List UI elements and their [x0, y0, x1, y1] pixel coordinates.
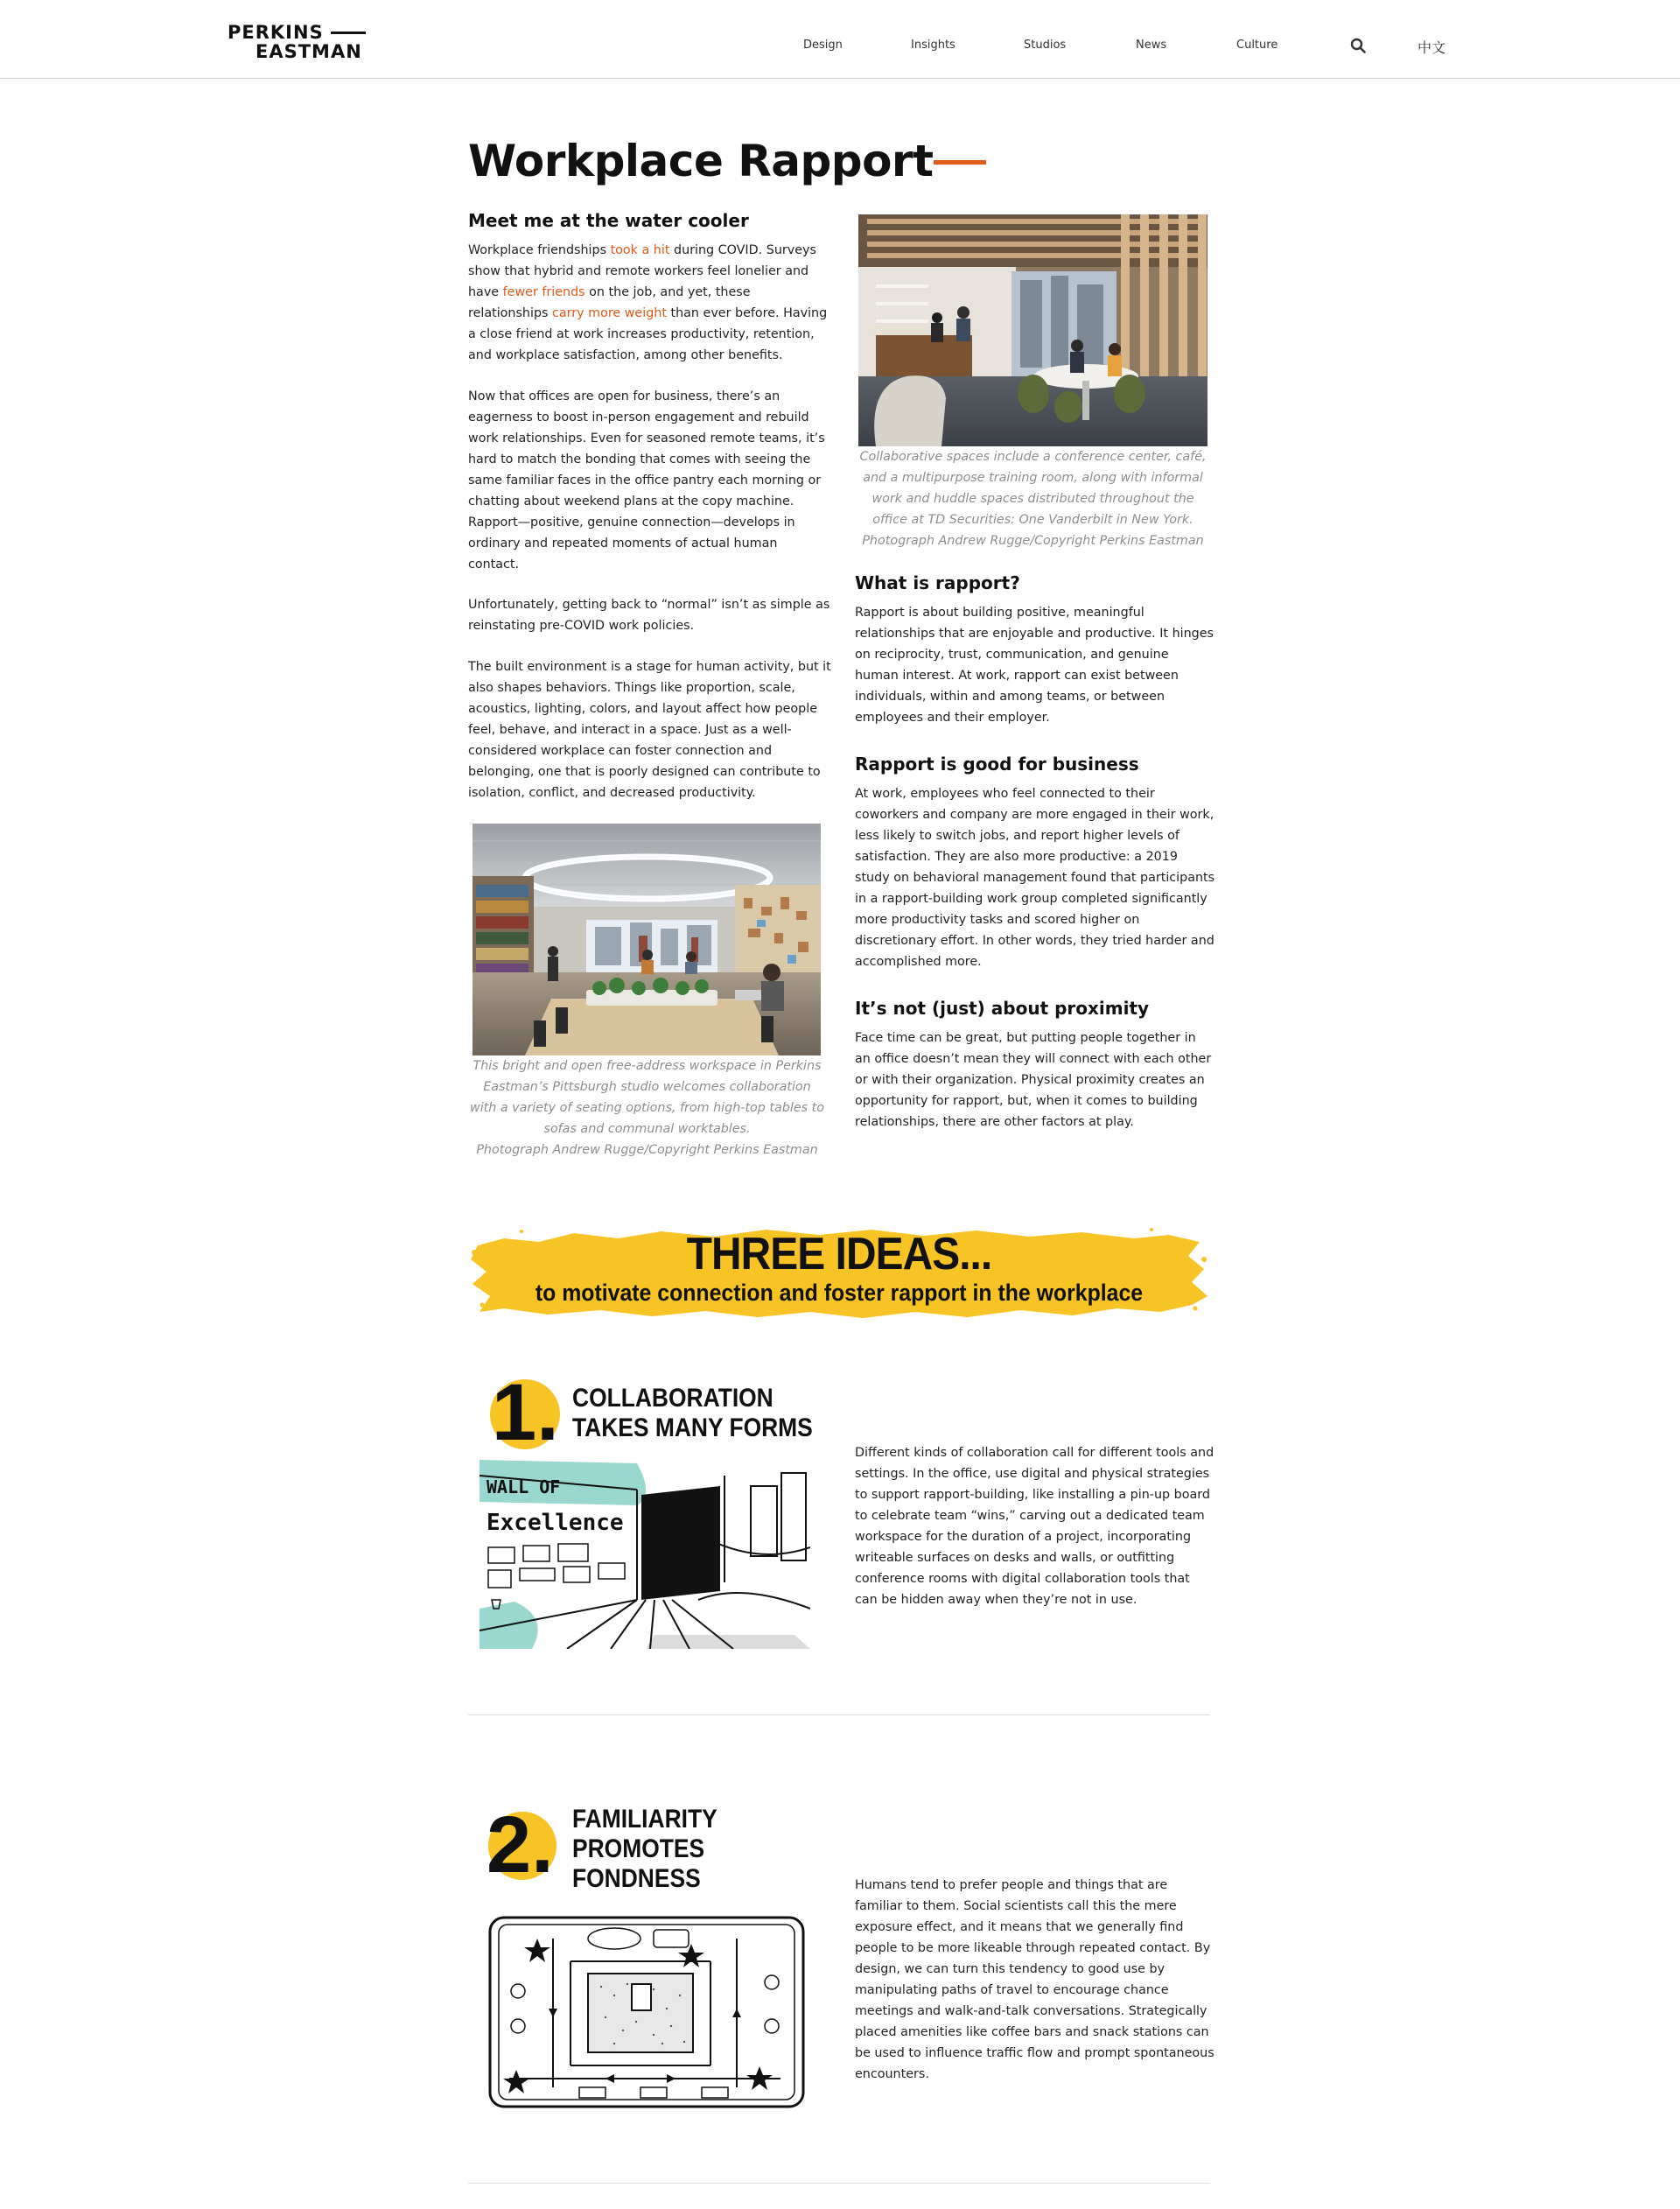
caption-line: office at TD Securities: One Vanderbilt in New York.	[872, 513, 1194, 527]
idea-2-title-line-1: FAMILIARITY	[572, 1805, 718, 1834]
nav-culture[interactable]: Culture	[1236, 39, 1278, 52]
sketch-wall-of-text: WALL OF	[486, 1476, 561, 1497]
idea-2-floorplan-sketch	[483, 1912, 810, 2112]
nav-design[interactable]: Design	[803, 39, 843, 52]
caption-line: and a multipurpose training room, along with informal	[863, 471, 1203, 485]
site-header	[0, 0, 1680, 79]
photo-td-securities	[858, 214, 1208, 446]
page-title: Workplace Rapport	[468, 136, 934, 186]
idea-1-title-line-1: COLLABORATION	[572, 1384, 774, 1413]
idea-1-paragraph: Different kinds of collaboration call for different tools and settings. In the office, use digital and physical strategies to support rapport-building, like installing a pin-up board to celebrate team “wins,” carving out a dedicated team workspace for the duration of a project, incorporating writeable surfaces on desks and walls, or outfitting conference rooms with digital collaboration tools that can be hidden away when they’re not in use.	[855, 1446, 1214, 1607]
perkins-eastman-logo[interactable]	[228, 23, 376, 61]
caption-line: Photograph Andrew Rugge/Copyright Perkins Eastman	[476, 1143, 818, 1157]
logo-line-2: EASTMAN	[256, 41, 362, 62]
idea-2-title-line-3: FONDNESS	[572, 1864, 701, 1893]
link-fewer-friends[interactable]: fewer friends	[502, 285, 585, 299]
caption-line: This bright and open free-address workspace in Perkins	[472, 1059, 822, 1073]
idea-2-paragraph: Humans tend to prefer people and things that are familiar to them. Social scientists call this the mere exposure effect, and it means that we generally find people to be more likeable through repeated contact. By design, we can turn this tendency to good use by manipulating paths of travel to encourage chance meetings and walk-and-talk conversations. Strategically placed amenities like coffee bars and snack stations can be used to influence traffic flow and prompt spontaneous encounters.	[855, 1878, 1214, 2081]
paragraph-not-about-proximity: Face time can be great, but putting people together in an office doesn’t mean they will connect with each other or with their organization. Physical proximity creates an opportunity for rapport, but, when it comes to building relationships, there are other factors at play.	[855, 1031, 1212, 1129]
section-divider	[468, 2183, 1210, 2184]
logo-dash	[331, 32, 366, 34]
caption-line: work and huddle spaces distributed throughout the	[872, 492, 1194, 506]
heading-rapport-good-for-business: Rapport is good for business	[855, 754, 1139, 775]
nav-news[interactable]: News	[1136, 39, 1167, 52]
heading-water-cooler: Meet me at the water cooler	[468, 210, 749, 231]
idea-2-number: 2.	[486, 1800, 554, 1890]
nav-studios[interactable]: Studios	[1024, 39, 1067, 52]
photo-pittsburgh-caption	[470, 1055, 824, 1161]
idea-1-number: 1.	[492, 1368, 559, 1457]
paragraph-2: Now that offices are open for business, there’s an eagerness to boost in-person engagement and rebuild work relationships. Even for seasoned remote teams, it’s hard to match the bonding that comes with seeing the same familiar faces in the office pantry each morning or chatting about weekend plans at the copy machine. Rapport—positive, genuine connection—develops in ordinary and repeated moments of actual human contact.	[468, 389, 825, 572]
heading-what-is-rapport: What is rapport?	[855, 572, 1020, 593]
paragraph-rapport-good-for-business: At work, employees who feel connected to their coworkers and company are more engaged in their work, less likely to switch jobs, and report higher levels of satisfaction. They are also more productive: a 2019 study on behavioral management found that participants in a rapport-building work group completed significantly more productivity tasks and scored higher on discretionary effort. In other words, they tried harder and accomplished more.	[855, 787, 1215, 969]
caption-line: Photograph Andrew Rugge/Copyright Perkins Eastman	[862, 534, 1204, 548]
banner-subtitle: to motivate connection and foster rapport in the workplace	[535, 1280, 1144, 1306]
banner-title: THREE IDEAS...	[686, 1229, 992, 1280]
photo-td-securities-caption	[856, 446, 1210, 551]
p1-text-a: Workplace friendships	[468, 243, 611, 257]
photo-pittsburgh-studio	[472, 824, 821, 1055]
link-took-a-hit[interactable]: took a hit	[610, 243, 670, 257]
link-carry-more-weight[interactable]: carry more weight	[552, 306, 667, 320]
title-accent-dash	[934, 160, 986, 165]
caption-line: Eastman’s Pittsburgh studio welcomes collaboration	[483, 1080, 811, 1094]
paragraph-what-is-rapport: Rapport is about building positive, meaningful relationships that are enjoyable and productive. It hinges on reciprocity, trust, communication, and genuine human interest. At work, rapport can exist between individuals, within and among teams, or between employees and their employer.	[855, 606, 1214, 725]
three-ideas-banner	[469, 1221, 1209, 1324]
p1-text-d: than ever before. Having a close friend at work increases productivity, retention, and workplace satisfaction, among other benefits.	[468, 306, 828, 362]
paragraph-4: The built environment is a stage for human activity, but it also shapes behaviors. Things like proportion, scale, acoustics, lighting, colors, and layout affect how people feel, behave, and interact in a space. Just as a well-considered workplace can foster connection and belonging, one that is poorly designed can contribute to isolation, conflict, and decreased productivity.	[468, 660, 831, 800]
caption-line: with a variety of seating options, from high-top tables to	[470, 1101, 824, 1115]
nav-insights[interactable]: Insights	[911, 39, 956, 52]
caption-line: sofas and communal worktables.	[543, 1122, 751, 1136]
logo-line-1: PERKINS	[228, 22, 324, 43]
language-switch[interactable]: 中文	[1418, 39, 1446, 56]
paragraph-3: Unfortunately, getting back to “normal” isn’t as simple as reinstating pre-COVID work policies.	[468, 598, 830, 633]
idea-2-title-line-2: PROMOTES	[572, 1834, 705, 1863]
p1-text-c: on the job, and yet, these relationships	[468, 285, 751, 320]
idea-1-title-line-2: TAKES MANY FORMS	[572, 1413, 813, 1442]
sketch-excellence-text: Excellence	[486, 1510, 624, 1536]
search-icon[interactable]	[1350, 38, 1366, 53]
heading-not-about-proximity: It’s not (just) about proximity	[855, 998, 1150, 1019]
caption-line: Collaborative spaces include a conference center, café,	[859, 450, 1207, 464]
p1-text-b: during COVID. Surveys show that hybrid and remote workers feel lonelier and have	[468, 243, 816, 299]
paragraph-1	[468, 240, 831, 366]
idea-1-sketch	[480, 1460, 810, 1649]
